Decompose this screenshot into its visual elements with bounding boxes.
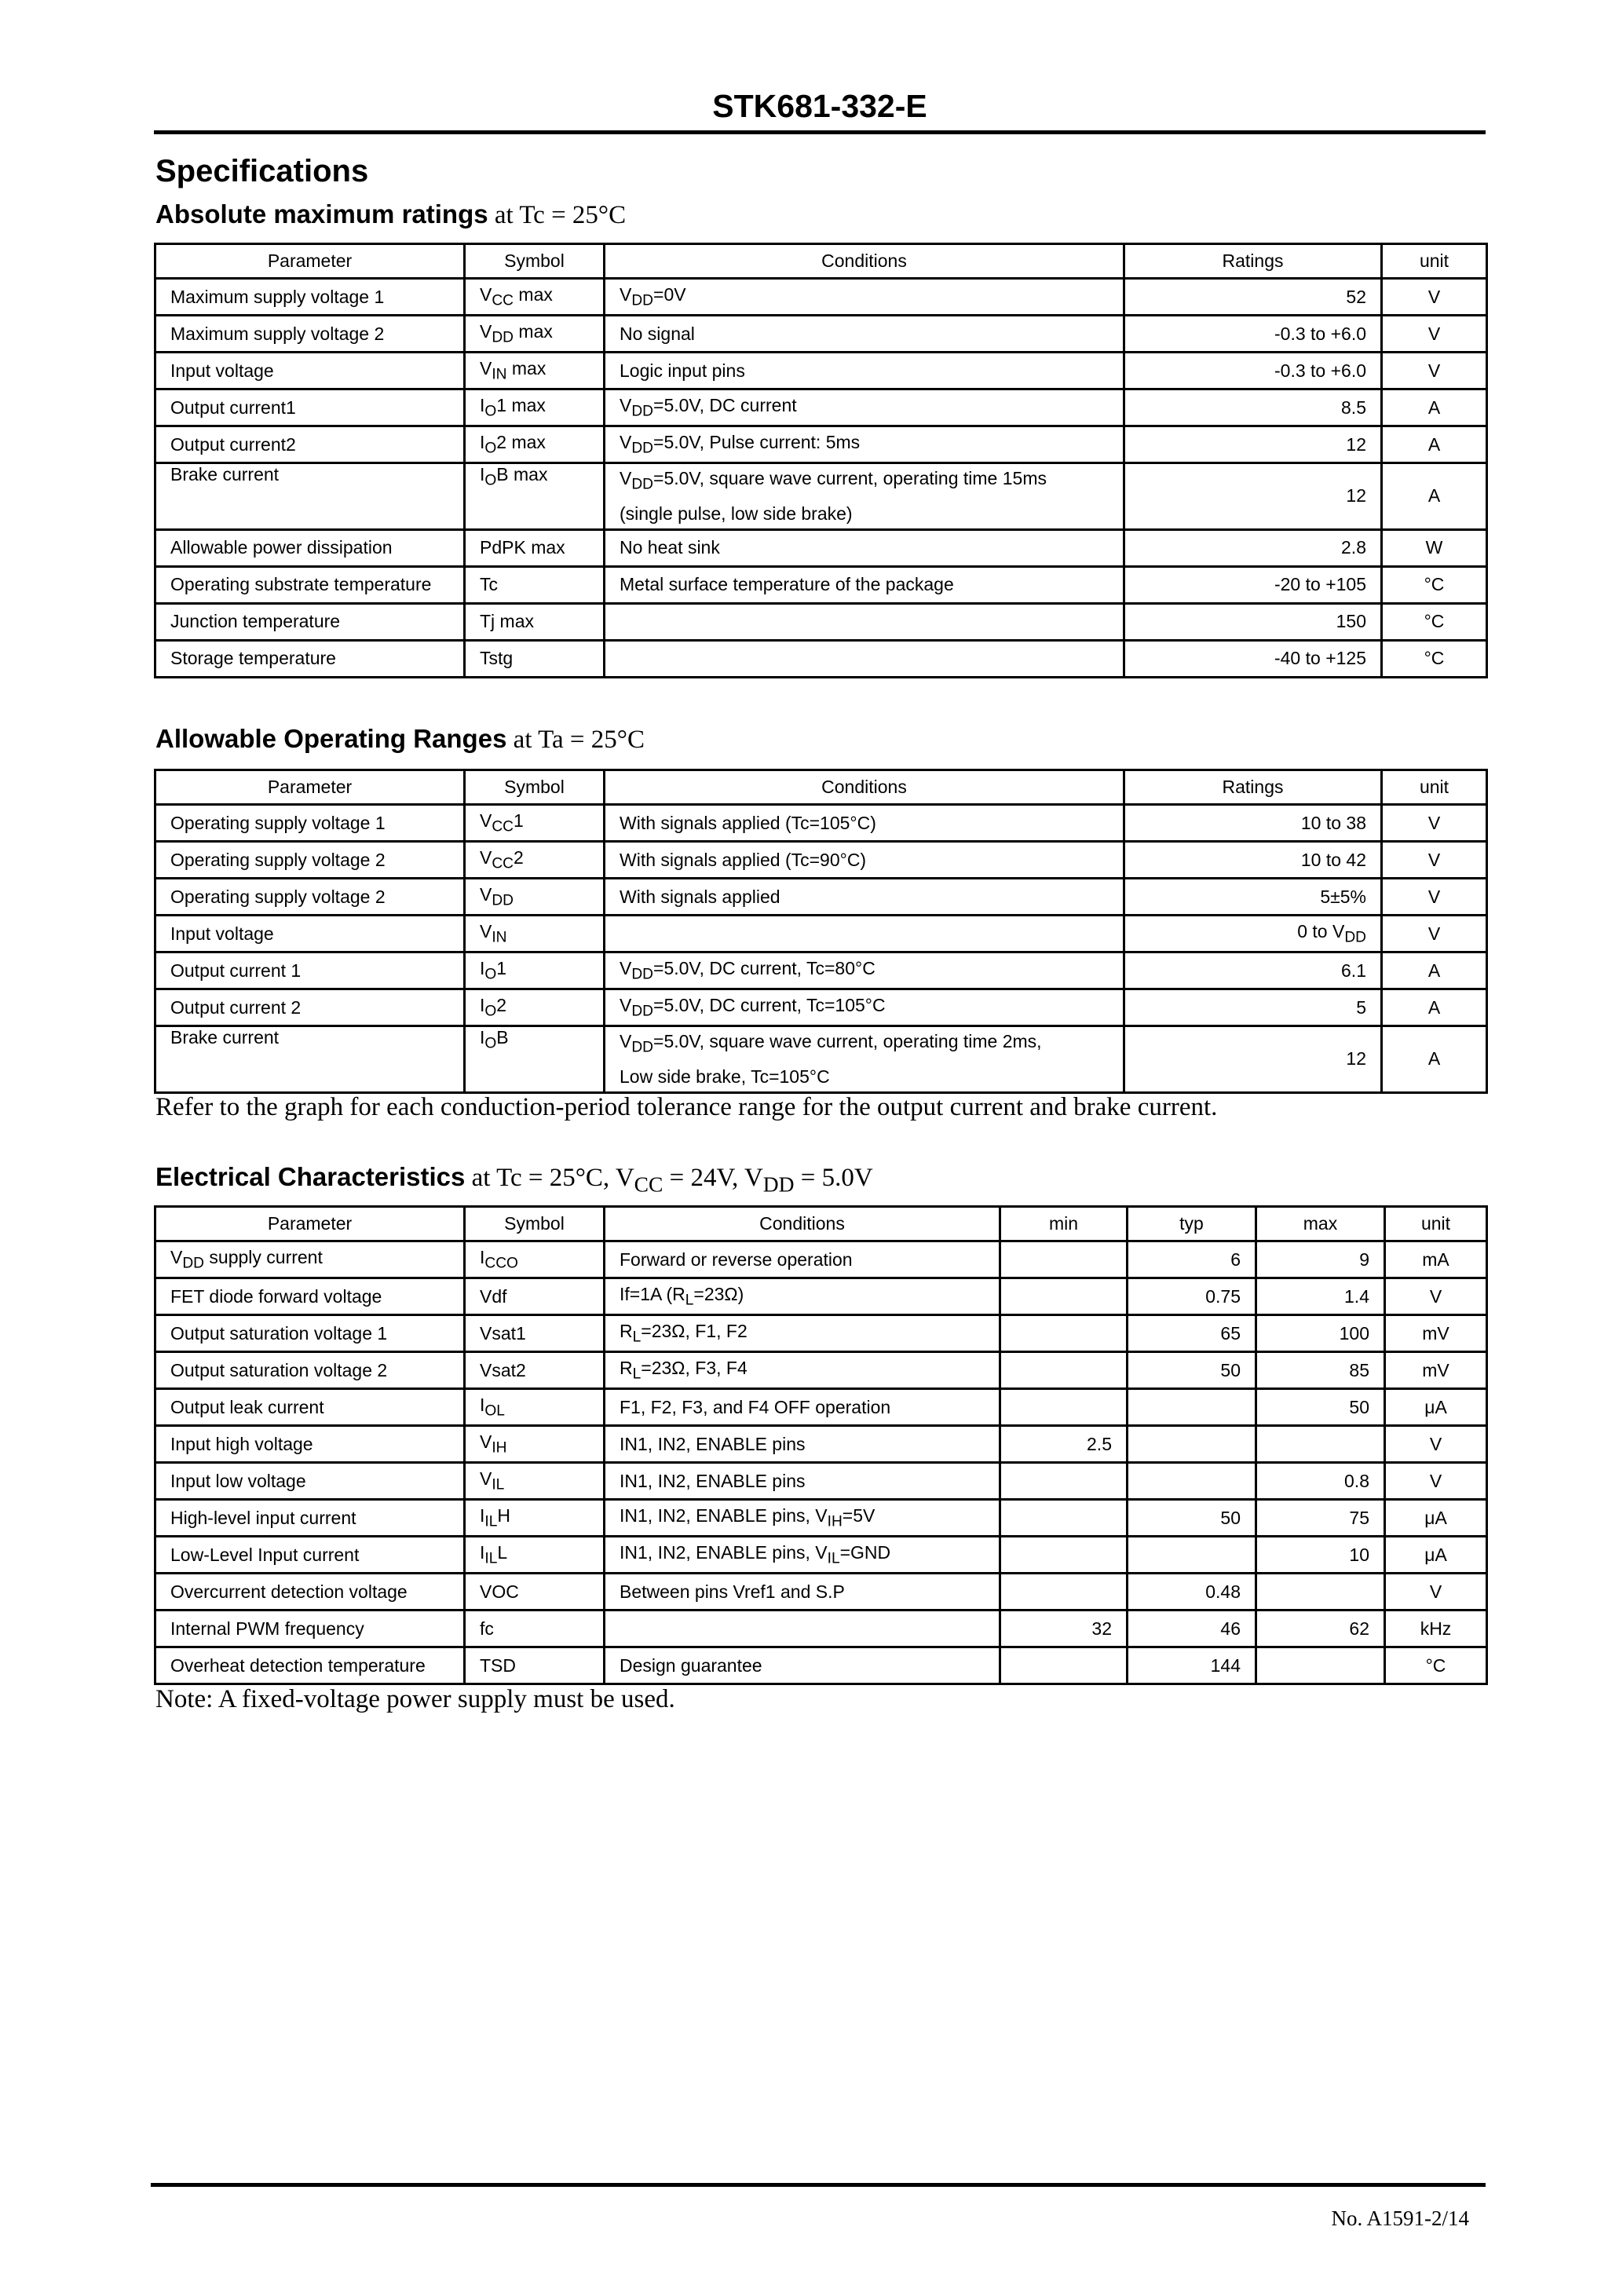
footer-rule bbox=[151, 2183, 1486, 2187]
parameter-cell: Operating substrate temperature bbox=[155, 566, 465, 603]
symbol-cell: $V_{IL}$ bbox=[465, 1463, 605, 1500]
op-ranges-table bbox=[154, 769, 1488, 1094]
conditions-cell bbox=[605, 1610, 1000, 1647]
conditions-cell: With signals applied (Tc=90°C) bbox=[605, 842, 1124, 879]
conditions-cell: F1, F2, F3, and F4 OFF operation bbox=[605, 1389, 1000, 1426]
table-row bbox=[155, 566, 1487, 603]
rating-cell: -0.3 to +6.0 bbox=[1124, 316, 1382, 353]
conditions-cell: Between pins Vref1 and S.P bbox=[605, 1574, 1000, 1610]
conditions-cell: $V_{DD}=5.0V$, DC current, Tc=80°C bbox=[605, 952, 1124, 989]
column-header: Parameter bbox=[155, 1207, 465, 1241]
parameter-cell: Input voltage bbox=[155, 916, 465, 952]
unit-cell: V bbox=[1382, 316, 1487, 353]
conditions-cell bbox=[605, 640, 1124, 677]
rating-cell: 6.1 bbox=[1124, 952, 1382, 989]
rating-cell: 150 bbox=[1124, 603, 1382, 640]
typ-cell: 46 bbox=[1128, 1610, 1256, 1647]
table-row bbox=[155, 916, 1487, 952]
max-cell: 75 bbox=[1256, 1500, 1385, 1537]
symbol-cell: Vsat2 bbox=[465, 1352, 605, 1389]
column-header: Symbol bbox=[465, 1207, 605, 1241]
elec-char-note: Note: A fixed-voltage power supply must be used. bbox=[155, 1685, 675, 1713]
typ-cell bbox=[1128, 1537, 1256, 1574]
parameter-cell: Brake current bbox=[155, 463, 465, 530]
symbol-cell: $I_O1$ max bbox=[465, 389, 605, 426]
unit-cell: °C bbox=[1382, 566, 1487, 603]
conditions-cell: Metal surface temperature of the package bbox=[605, 566, 1124, 603]
column-header: unit bbox=[1382, 770, 1487, 805]
rating-cell: 10 to 42 bbox=[1124, 842, 1382, 879]
column-header: Symbol bbox=[465, 770, 605, 805]
typ-cell: 144 bbox=[1128, 1647, 1256, 1684]
min-cell bbox=[1000, 1241, 1128, 1278]
typ-cell: 65 bbox=[1128, 1315, 1256, 1352]
parameter-cell: Output saturation voltage 2 bbox=[155, 1352, 465, 1389]
unit-cell: °C bbox=[1382, 603, 1487, 640]
parameter-cell: Overheat detection temperature bbox=[155, 1647, 465, 1684]
column-header: unit bbox=[1385, 1207, 1487, 1241]
conditions-cell: $V_{DD}=5.0V$, DC current, Tc=105°C bbox=[605, 989, 1124, 1026]
unit-cell: °C bbox=[1382, 640, 1487, 677]
table-row bbox=[155, 1278, 1487, 1315]
table-row bbox=[155, 1574, 1487, 1610]
max-cell: 50 bbox=[1256, 1389, 1385, 1426]
typ-cell bbox=[1128, 1389, 1256, 1426]
parameter-cell: Input low voltage bbox=[155, 1463, 465, 1500]
conditions-cell: With signals applied bbox=[605, 879, 1124, 916]
typ-cell bbox=[1128, 1463, 1256, 1500]
symbol-cell: $V_{DD}$ max bbox=[465, 316, 605, 353]
max-cell: 0.8 bbox=[1256, 1463, 1385, 1500]
min-cell bbox=[1000, 1574, 1128, 1610]
op-ranges-heading bbox=[155, 724, 645, 755]
table-row bbox=[155, 1352, 1487, 1389]
rating-cell: -20 to +105 bbox=[1124, 566, 1382, 603]
conditions-cell: $V_{DD}=5.0V$, square wave current, operating time 2ms, Low side brake, Tc=105°C bbox=[605, 1026, 1124, 1093]
symbol-cell: $V_{IN}$ bbox=[465, 916, 605, 952]
symbol-cell: $I_{IL}H$ bbox=[465, 1500, 605, 1537]
unit-cell: V bbox=[1385, 1278, 1487, 1315]
symbol-cell: $V_{IN}$ max bbox=[465, 353, 605, 389]
table-row bbox=[155, 603, 1487, 640]
op-ranges-condition: at Ta = 25°C bbox=[513, 726, 645, 754]
conditions-cell: IN1, IN2, ENABLE pins bbox=[605, 1426, 1000, 1463]
op-ranges-title: Allowable Operating Ranges bbox=[155, 724, 507, 753]
conditions-cell: Design guarantee bbox=[605, 1647, 1000, 1684]
rating-cell: 5±5% bbox=[1124, 879, 1382, 916]
parameter-cell: Output current2 bbox=[155, 426, 465, 463]
elec-char-condition: at Tc = 25°C, $V_{CC} = 24V$, $V_{DD} = 5.0V$ bbox=[471, 1164, 873, 1197]
unit-cell: V bbox=[1385, 1574, 1487, 1610]
symbol-cell: fc bbox=[465, 1610, 605, 1647]
min-cell bbox=[1000, 1647, 1128, 1684]
parameter-cell: Output saturation voltage 1 bbox=[155, 1315, 465, 1352]
abs-max-table bbox=[154, 243, 1488, 678]
typ-cell: 0.75 bbox=[1128, 1278, 1256, 1315]
min-cell bbox=[1000, 1500, 1128, 1537]
rating-cell: 2.8 bbox=[1124, 529, 1382, 566]
rating-cell: 5 bbox=[1124, 989, 1382, 1026]
parameter-cell: Operating supply voltage 1 bbox=[155, 805, 465, 842]
symbol-cell: $V_{CC}2$ bbox=[465, 842, 605, 879]
symbol-cell: $I_O1$ bbox=[465, 952, 605, 989]
max-cell: 85 bbox=[1256, 1352, 1385, 1389]
column-header: unit bbox=[1382, 244, 1487, 279]
min-cell: 32 bbox=[1000, 1610, 1128, 1647]
min-cell bbox=[1000, 1537, 1128, 1574]
rating-cell: 0 to $V_{DD}$ bbox=[1124, 916, 1382, 952]
parameter-cell: Output leak current bbox=[155, 1389, 465, 1426]
table-row bbox=[155, 989, 1487, 1026]
parameter-cell: Output current1 bbox=[155, 389, 465, 426]
column-header: min bbox=[1000, 1207, 1128, 1241]
unit-cell: A bbox=[1382, 426, 1487, 463]
unit-cell: mV bbox=[1385, 1315, 1487, 1352]
parameter-cell: $V_{DD}$ supply current bbox=[155, 1241, 465, 1278]
table-row bbox=[155, 842, 1487, 879]
table-row bbox=[155, 353, 1487, 389]
max-cell: 9 bbox=[1256, 1241, 1385, 1278]
table-row bbox=[155, 1537, 1487, 1574]
symbol-cell: $I_OB$ bbox=[465, 1026, 605, 1093]
parameter-cell: Input high voltage bbox=[155, 1426, 465, 1463]
conditions-cell: No heat sink bbox=[605, 529, 1124, 566]
parameter-cell: Operating supply voltage 2 bbox=[155, 842, 465, 879]
parameter-cell: Maximum supply voltage 2 bbox=[155, 316, 465, 353]
symbol-cell: PdPK max bbox=[465, 529, 605, 566]
conditions-cell: No signal bbox=[605, 316, 1124, 353]
symbol-cell: $V_{CC}1$ bbox=[465, 805, 605, 842]
typ-cell: 6 bbox=[1128, 1241, 1256, 1278]
symbol-cell: $I_O2$ max bbox=[465, 426, 605, 463]
parameter-cell: Low-Level Input current bbox=[155, 1537, 465, 1574]
table-row bbox=[155, 1389, 1487, 1426]
parameter-cell: High-level input current bbox=[155, 1500, 465, 1537]
conditions-cell: IN1, IN2, ENABLE pins, $V_{IL}=GND$ bbox=[605, 1537, 1000, 1574]
unit-cell: mA bbox=[1385, 1241, 1487, 1278]
max-cell: 10 bbox=[1256, 1537, 1385, 1574]
unit-cell: μA bbox=[1385, 1537, 1487, 1574]
table-row bbox=[155, 952, 1487, 989]
abs-max-heading bbox=[155, 199, 626, 230]
table-row bbox=[155, 1463, 1487, 1500]
table-row bbox=[155, 1610, 1487, 1647]
header-rule bbox=[154, 130, 1486, 134]
min-cell bbox=[1000, 1463, 1128, 1500]
table-row bbox=[155, 1647, 1487, 1684]
unit-cell: W bbox=[1382, 529, 1487, 566]
table-row bbox=[155, 529, 1487, 566]
page-number: No. A1591-2/14 bbox=[1331, 2206, 1469, 2230]
symbol-cell: Vdf bbox=[465, 1278, 605, 1315]
rating-cell: 12 bbox=[1124, 426, 1382, 463]
symbol-cell: Tstg bbox=[465, 640, 605, 677]
parameter-cell: Storage temperature bbox=[155, 640, 465, 677]
parameter-cell: Brake current bbox=[155, 1026, 465, 1093]
parameter-cell: Operating supply voltage 2 bbox=[155, 879, 465, 916]
elec-char-table bbox=[154, 1205, 1488, 1685]
symbol-cell: Tc bbox=[465, 566, 605, 603]
unit-cell: V bbox=[1385, 1426, 1487, 1463]
max-cell bbox=[1256, 1647, 1385, 1684]
column-header: Conditions bbox=[605, 244, 1124, 279]
symbol-cell: $I_{CCO}$ bbox=[465, 1241, 605, 1278]
table-row bbox=[155, 1241, 1487, 1278]
min-cell bbox=[1000, 1389, 1128, 1426]
table-row bbox=[155, 1426, 1487, 1463]
max-cell bbox=[1256, 1574, 1385, 1610]
parameter-cell: Maximum supply voltage 1 bbox=[155, 279, 465, 316]
unit-cell: V bbox=[1385, 1463, 1487, 1500]
conditions-cell: $V_{DD}=5.0V$, Pulse current: 5ms bbox=[605, 426, 1124, 463]
conditions-cell: Forward or reverse operation bbox=[605, 1241, 1000, 1278]
column-header: Symbol bbox=[465, 244, 605, 279]
unit-cell: μA bbox=[1385, 1500, 1487, 1537]
parameter-cell: Overcurrent detection voltage bbox=[155, 1574, 465, 1610]
unit-cell: V bbox=[1382, 805, 1487, 842]
conditions-cell: IN1, IN2, ENABLE pins, $V_{IH}=5V$ bbox=[605, 1500, 1000, 1537]
symbol-cell: $V_{IH}$ bbox=[465, 1426, 605, 1463]
max-cell: 1.4 bbox=[1256, 1278, 1385, 1315]
conditions-cell: $R_L=23\Omega$, F3, F4 bbox=[605, 1352, 1000, 1389]
conditions-cell: IN1, IN2, ENABLE pins bbox=[605, 1463, 1000, 1500]
min-cell bbox=[1000, 1278, 1128, 1315]
symbol-cell: $I_OB$ max bbox=[465, 463, 605, 530]
parameter-cell: FET diode forward voltage bbox=[155, 1278, 465, 1315]
unit-cell: V bbox=[1382, 353, 1487, 389]
symbol-cell: $I_{IL}L$ bbox=[465, 1537, 605, 1574]
max-cell: 100 bbox=[1256, 1315, 1385, 1352]
symbol-cell: Tj max bbox=[465, 603, 605, 640]
abs-max-title: Absolute maximum ratings bbox=[155, 199, 488, 229]
max-cell: 62 bbox=[1256, 1610, 1385, 1647]
rating-cell: -0.3 to +6.0 bbox=[1124, 353, 1382, 389]
symbol-cell: Vsat1 bbox=[465, 1315, 605, 1352]
table-row bbox=[155, 805, 1487, 842]
symbol-cell: $I_{OL}$ bbox=[465, 1389, 605, 1426]
conditions-cell: If=1A $(R_L=23\Omega)$ bbox=[605, 1278, 1000, 1315]
elec-char-title: Electrical Characteristics bbox=[155, 1162, 466, 1191]
symbol-cell: $V_{CC}$ max bbox=[465, 279, 605, 316]
typ-cell: 50 bbox=[1128, 1352, 1256, 1389]
rating-cell: 12 bbox=[1124, 463, 1382, 530]
parameter-cell: Output current 1 bbox=[155, 952, 465, 989]
unit-cell: V bbox=[1382, 279, 1487, 316]
abs-max-condition: at Tc = 25°C bbox=[494, 201, 627, 229]
typ-cell bbox=[1128, 1426, 1256, 1463]
elec-char-heading bbox=[155, 1162, 873, 1197]
parameter-cell: Junction temperature bbox=[155, 603, 465, 640]
symbol-cell: $I_O2$ bbox=[465, 989, 605, 1026]
typ-cell: 50 bbox=[1128, 1500, 1256, 1537]
parameter-cell: Output current 2 bbox=[155, 989, 465, 1026]
table-row bbox=[155, 279, 1487, 316]
column-header: Parameter bbox=[155, 244, 465, 279]
document-title: STK681-332-E bbox=[712, 88, 927, 124]
typ-cell: 0.48 bbox=[1128, 1574, 1256, 1610]
table-row bbox=[155, 463, 1487, 530]
min-cell bbox=[1000, 1315, 1128, 1352]
unit-cell: A bbox=[1382, 389, 1487, 426]
conditions-cell bbox=[605, 603, 1124, 640]
rating-cell: 12 bbox=[1124, 1026, 1382, 1093]
unit-cell: kHz bbox=[1385, 1610, 1487, 1647]
unit-cell: A bbox=[1382, 1026, 1487, 1093]
table-row bbox=[155, 879, 1487, 916]
column-header: Conditions bbox=[605, 1207, 1000, 1241]
conditions-cell: $R_L=23\Omega$, F1, F2 bbox=[605, 1315, 1000, 1352]
op-ranges-note: Refer to the graph for each conduction-period tolerance range for the output current and brake current. bbox=[155, 1093, 1218, 1121]
unit-cell: A bbox=[1382, 952, 1487, 989]
unit-cell: V bbox=[1382, 879, 1487, 916]
table-row bbox=[155, 640, 1487, 677]
column-header: Ratings bbox=[1124, 244, 1382, 279]
conditions-cell bbox=[605, 916, 1124, 952]
column-header: Ratings bbox=[1124, 770, 1382, 805]
rating-cell: 10 to 38 bbox=[1124, 805, 1382, 842]
min-cell: 2.5 bbox=[1000, 1426, 1128, 1463]
column-header: max bbox=[1256, 1207, 1385, 1241]
conditions-cell: $V_{DD}=0V$ bbox=[605, 279, 1124, 316]
parameter-cell: Allowable power dissipation bbox=[155, 529, 465, 566]
unit-cell: V bbox=[1382, 916, 1487, 952]
column-header: Parameter bbox=[155, 770, 465, 805]
table-row bbox=[155, 1026, 1487, 1093]
unit-cell: V bbox=[1382, 842, 1487, 879]
rating-cell: -40 to +125 bbox=[1124, 640, 1382, 677]
unit-cell: A bbox=[1382, 989, 1487, 1026]
conditions-cell: Logic input pins bbox=[605, 353, 1124, 389]
min-cell bbox=[1000, 1352, 1128, 1389]
section-title: Specifications bbox=[155, 154, 369, 188]
symbol-cell: TSD bbox=[465, 1647, 605, 1684]
rating-cell: 8.5 bbox=[1124, 389, 1382, 426]
unit-cell: °C bbox=[1385, 1647, 1487, 1684]
unit-cell: mV bbox=[1385, 1352, 1487, 1389]
parameter-cell: Input voltage bbox=[155, 353, 465, 389]
conditions-cell: $V_{DD}=5.0V$, DC current bbox=[605, 389, 1124, 426]
unit-cell: A bbox=[1382, 463, 1487, 530]
column-header: typ bbox=[1128, 1207, 1256, 1241]
max-cell bbox=[1256, 1426, 1385, 1463]
table-row bbox=[155, 1500, 1487, 1537]
column-header: Conditions bbox=[605, 770, 1124, 805]
table-row bbox=[155, 316, 1487, 353]
unit-cell: μA bbox=[1385, 1389, 1487, 1426]
rating-cell: 52 bbox=[1124, 279, 1382, 316]
table-row bbox=[155, 426, 1487, 463]
conditions-cell: With signals applied (Tc=105°C) bbox=[605, 805, 1124, 842]
parameter-cell: Internal PWM frequency bbox=[155, 1610, 465, 1647]
symbol-cell: $V_{DD}$ bbox=[465, 879, 605, 916]
table-row bbox=[155, 1315, 1487, 1352]
symbol-cell: VOC bbox=[465, 1574, 605, 1610]
conditions-cell: $V_{DD}=5.0V$, square wave current, operating time 15ms (single pulse, low side brake) bbox=[605, 463, 1124, 530]
table-row bbox=[155, 389, 1487, 426]
